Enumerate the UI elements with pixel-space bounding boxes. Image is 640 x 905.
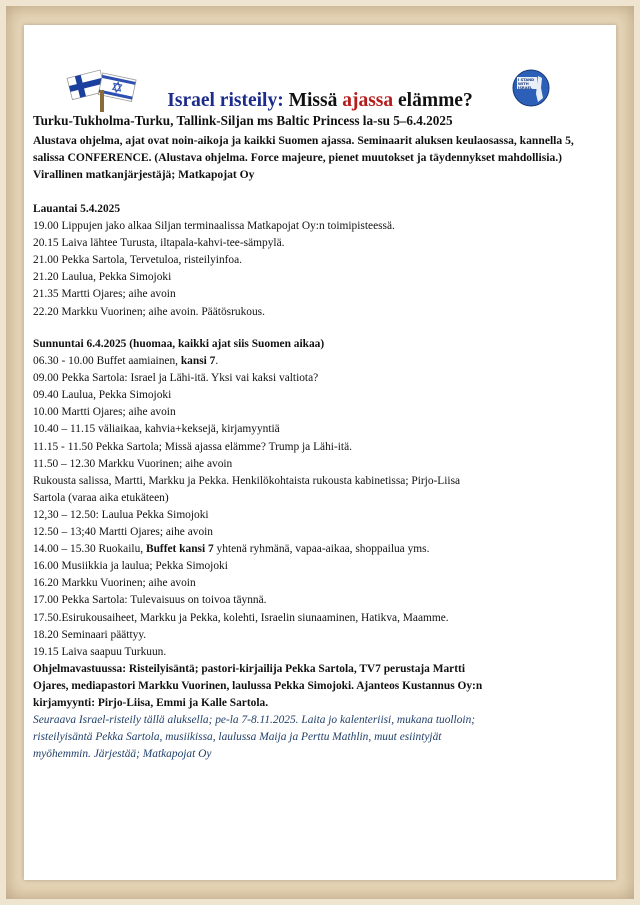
closing-line: kirjamyynti: Pirjo-Liisa, Emmi ja Kalle Sartola. <box>33 696 269 709</box>
schedule-item: Rukousta salissa, Martti, Markku ja Pekka. Henkilökohtaista rukousta kabinetissa; Pirjo-Liisa <box>33 474 461 487</box>
schedule-item: 11.50 – 12.30 Markku Vuorinen; aihe avoin <box>33 457 233 470</box>
schedule-item: 10.00 Martti Ojares; aihe avoin <box>33 406 176 419</box>
schedule-item: 17.50.Esirukousaiheet, Markku ja Pekka, kolehti, Israelin siunaaminen, Hatikva, Maamme. <box>33 611 449 624</box>
item-text: 06.30 - 10.00 Buffet aamiainen, <box>33 355 181 368</box>
schedule-item: 16.20 Markku Vuorinen; aihe avoin <box>33 577 196 590</box>
schedule-item: 17.00 Pekka Sartola: Tulevaisuus on toivoa täynnä. <box>33 594 267 607</box>
next-cruise-line: myöhemmin. Järjestää; Matkapojat Oy <box>33 748 212 761</box>
title-part-3: ajassa <box>342 90 394 111</box>
sunday-heading: Sunnuntai 6.4.2025 (huomaa, kaikki ajat siis Suomen aikaa) <box>33 338 325 350</box>
schedule-item: 16.00 Musiikkia ja laulua; Pekka Simojoki <box>33 560 228 573</box>
saturday-section <box>33 201 593 321</box>
schedule-item: 21.35 Martti Ojares; aihe avoin <box>33 288 176 301</box>
next-cruise-line: Seuraava Israel-risteily tällä aluksella; pe-la 7-8.11.2025. Laita jo kalenteriisi, mukana tuolloin; <box>33 714 476 727</box>
item-text: 14.00 – 15.30 Ruokailu, <box>33 543 146 556</box>
schedule-item: 10.40 – 11.15 väliaikaa, kahvia+keksejä, kirjamyyntiä <box>33 423 280 436</box>
schedule-item: 19.15 Laiva saapuu Turkuun. <box>33 645 167 658</box>
route-line: Turku-Tukholma-Turku, Tallink-Siljan ms Baltic Princess la-su 5–6.4.2025 <box>33 113 453 128</box>
title-part-2: Missä <box>283 90 343 111</box>
item-text: . <box>215 355 219 368</box>
schedule-item: 09.00 Pekka Sartola: Israel ja Lähi-itä. Yksi vai kaksi valtiota? <box>33 372 319 385</box>
page-title <box>60 89 580 113</box>
intro-paragraph: Alustava ohjelma, ajat ovat noin-aikoja ja kaikki Suomen ajassa. Seminaarit aluksen keulaosassa, kannella 5, salissa CONFERENCE. (Alustava ohjelma. Force majeure, pienet muutokset ja täydennykset mahdollisia.) Virallinen matkanjärjestäjä; Matkapojat Oy <box>33 134 574 182</box>
schedule-item: 21.00 Pekka Sartola, Tervetuloa, risteilyinfoa. <box>33 254 243 267</box>
schedule-item: Sartola (varaa aika etukäteen) <box>33 491 169 504</box>
schedule-item: 20.15 Laiva lähtee Turusta, iltapala-kahvi-tee-sämpylä. <box>33 237 285 250</box>
sunday-section <box>33 336 593 763</box>
schedule-item <box>33 541 593 558</box>
stand-logo-text: I STAND <box>518 78 535 82</box>
svg-text:ISRAEL: ISRAEL <box>518 86 533 90</box>
saturday-heading: Lauantai 5.4.2025 <box>33 203 121 215</box>
schedule-item: 19.00 Lippujen jako alkaa Siljan terminaalissa Matkapojat Oy:n toimipisteessä. <box>33 220 395 233</box>
item-bold-text: kansi 7 <box>180 355 216 368</box>
schedule-item: 09.40 Laulua, Pekka Simojoki <box>33 389 172 402</box>
schedule-item: 12.50 – 13;40 Martti Ojares; aihe avoin <box>33 526 213 539</box>
item-text: yhtenä ryhmänä, vapaa-aikaa, shoppailua yms. <box>213 543 430 556</box>
closing-line: Ojares, mediapastori Markku Vuorinen, laulussa Pekka Simojoki. Ajanteos Kustannus Oy:n <box>33 679 483 692</box>
schedule-item: 21.20 Laulua, Pekka Simojoki <box>33 271 172 284</box>
schedule-item: 12,30 – 12.50: Laulua Pekka Simojoki <box>33 508 209 521</box>
schedule-item: 11.15 - 11.50 Pekka Sartola; Missä ajassa elämme? Trump ja Lähi-itä. <box>33 440 352 453</box>
title-part-1: Israel risteily: <box>167 90 284 111</box>
schedule-item <box>33 353 593 370</box>
svg-text:WITH: WITH <box>518 82 529 86</box>
title-part-4: elämme? <box>393 90 473 111</box>
closing-line: Ohjelmavastuussa: Risteilyisäntä; pastori-kirjailija Pekka Sartola, TV7 perustaja Martti <box>33 662 465 675</box>
schedule-item: 22.20 Markku Vuorinen; aihe avoin. Päätösrukous. <box>33 305 265 318</box>
item-bold-text: Buffet kansi 7 <box>145 543 214 556</box>
next-cruise-line: risteilyisäntä Pekka Sartola, musiikissa, laulussa Maija ja Perttu Mathlin, muut esiintyjät <box>33 731 442 744</box>
schedule-item: 18.20 Seminaari päättyy. <box>33 628 147 641</box>
